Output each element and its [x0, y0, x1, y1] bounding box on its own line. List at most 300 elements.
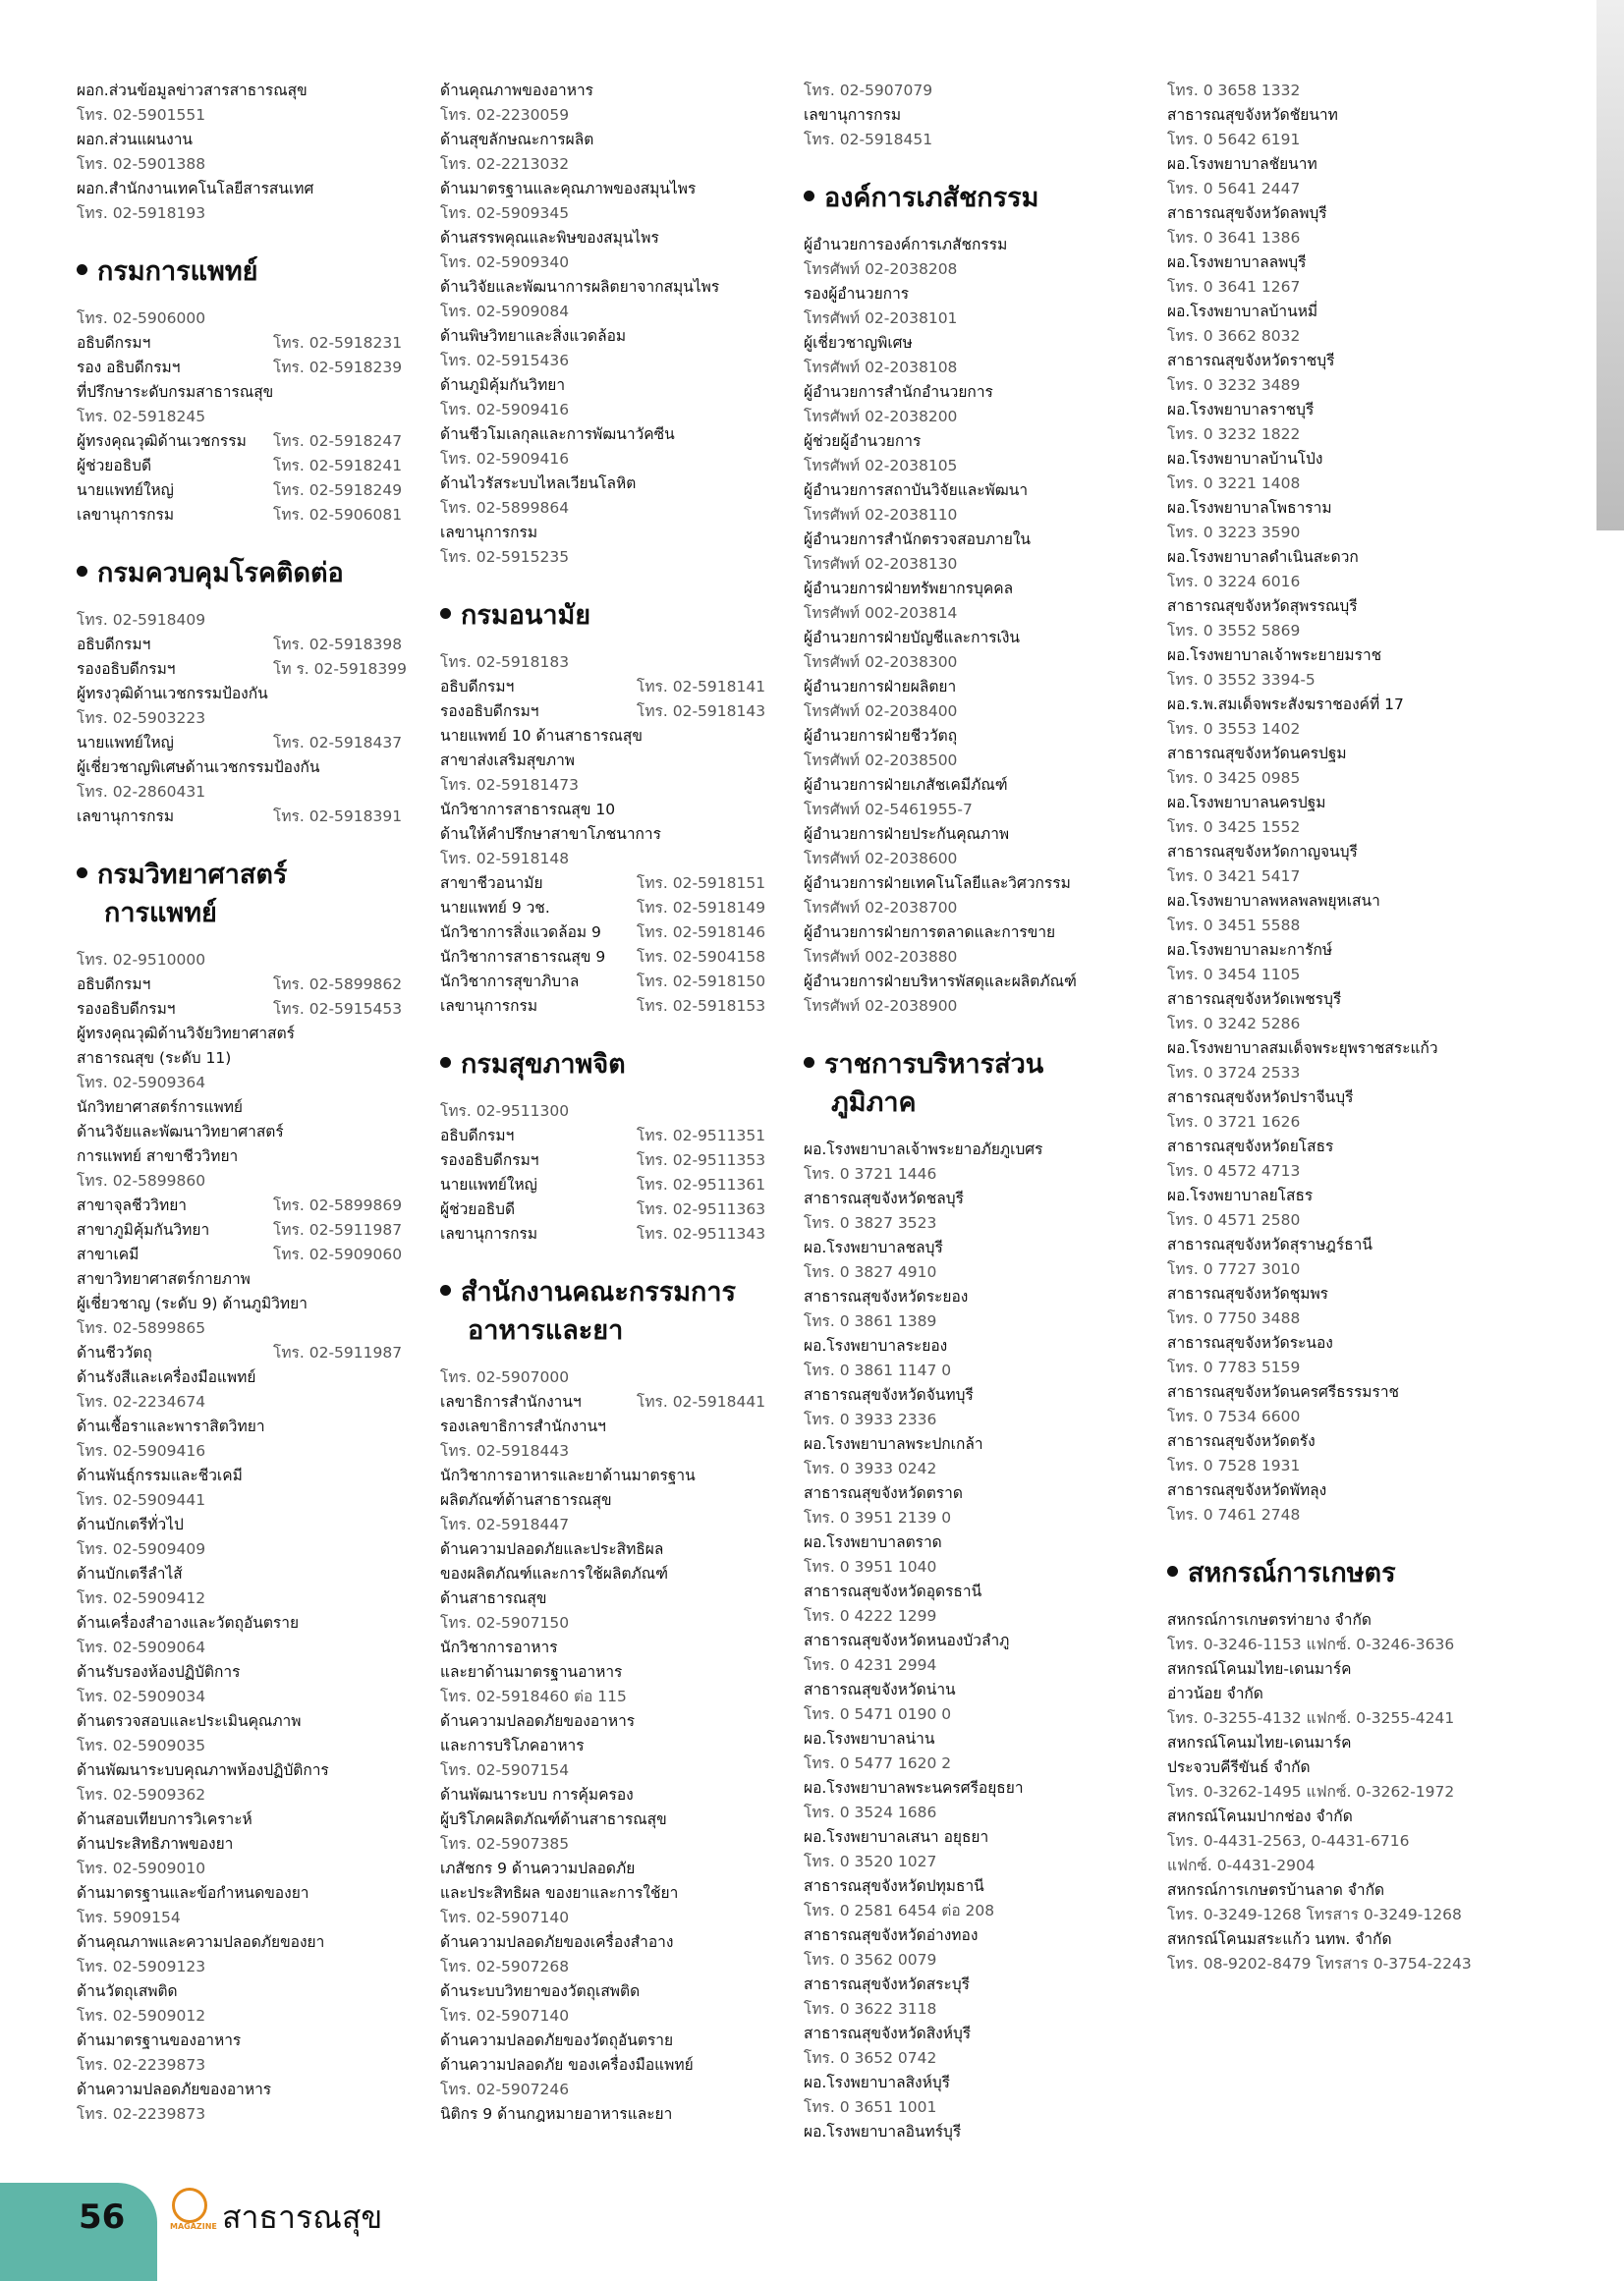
section-title: กรมการแพทย์ — [97, 256, 258, 287]
directory-entry — [804, 1874, 1138, 1899]
entry-name: ผอ.โรงพยาบาลสิงห์บุรี — [804, 2074, 950, 2091]
directory-entry — [440, 945, 774, 970]
entry-name: ผอ.โรงพยาบาลราชบุรี — [1167, 401, 1315, 418]
entry-name: ผู้เชี่ยวชาญพิเศษ — [804, 334, 913, 352]
entry-name: ผู้ช่วยอธิบดี — [440, 1200, 516, 1218]
bullet-icon — [440, 608, 451, 619]
directory-entry — [440, 1488, 774, 1513]
directory-entry — [440, 1222, 774, 1247]
entry-name: นักวิชาการสิ่งแวดล้อม 9 — [440, 923, 601, 941]
entry-name: สาธารณสุขจังหวัดระยอง — [804, 1288, 969, 1306]
directory-entry — [804, 724, 1138, 749]
phone-line: โทร. 02-5918460 ต่อ 115 — [440, 1688, 627, 1705]
entry-phone: โทร. 02-5918146 — [637, 923, 766, 941]
bullet-icon — [1167, 1566, 1178, 1577]
entry-name: ผู้ช่วยผู้อำนวยการ — [804, 432, 922, 450]
directory-entry — [804, 1923, 1138, 1948]
directory-entry — [1167, 398, 1491, 422]
phone-line: โทร. 0 3425 0985 — [1167, 769, 1301, 787]
bullet-icon — [440, 1285, 451, 1296]
phone-line: โทร. 0 3562 0079 — [804, 1951, 937, 1969]
directory-entry — [804, 1236, 1138, 1260]
entry-name: ผอ.โรงพยาบาลบ้านโป่ง — [1167, 450, 1323, 468]
entry-name: รองอธิบดีกรมฯ — [440, 1151, 539, 1169]
directory-entry — [440, 1660, 774, 1685]
directory-entry — [1167, 1682, 1491, 1706]
phone-line: โทร. 02-5909012 — [77, 2007, 206, 2025]
directory-entry — [77, 1218, 403, 1243]
phone-line: โทร. 02-5909409 — [77, 1540, 206, 1558]
phone-line: โทร. 0 3224 6016 — [1167, 573, 1301, 590]
phone-line: โทร. 0 3425 1552 — [1167, 818, 1301, 836]
directory-entry — [804, 970, 1138, 994]
directory-entry — [440, 1636, 774, 1660]
entry-name: ผู้อำนวยการสถาบันวิจัยและพัฒนา — [804, 481, 1029, 499]
phone-line: โทร. 02-2860431 — [77, 783, 206, 801]
entry-name: ผอ.โรงพยาบาลบ้านหมี่ — [1167, 303, 1318, 320]
directory-entry — [804, 1481, 1138, 1506]
entry-name: ผู้อำนวยการฝ่ายบริหารพัสดุและผลิตภัณฑ์ — [804, 973, 1077, 990]
phone-line: โทรศัพท์ 02-5461955-7 — [804, 801, 973, 818]
phone-line: โทร. 02-5907140 — [440, 2007, 570, 2025]
entry-name: ผู้อำนวยการองค์การเภสัชกรรม — [804, 236, 1008, 253]
directory-entry — [440, 472, 774, 496]
directory-entry — [440, 2029, 774, 2053]
entry-name: ผู้อำนวยการฝ่ายบัญชีและการเงิน — [804, 629, 1021, 646]
directory-entry — [804, 103, 1138, 128]
entry-phone: โทร. 02-5906081 — [273, 506, 403, 524]
entry-name: สาธารณสุขจังหวัดพัทลุง — [1167, 1481, 1327, 1499]
directory-entry — [77, 1930, 391, 1955]
phone-line: โทร. 0 7727 3010 — [1167, 1260, 1301, 1278]
phone-line: โทร. 02-9510000 — [77, 951, 206, 969]
entry-name: สาธารณสุขจังหวัดเพชรบุรี — [1167, 990, 1342, 1008]
directory-entry — [804, 1825, 1138, 1850]
directory-entry — [77, 1046, 391, 1071]
entry-name: รองอธิบดีกรมฯ — [77, 1000, 176, 1018]
entry-name: ผู้เชี่ยวชาญพิเศษด้านเวชกรรมป้องกัน — [77, 758, 320, 776]
entry-name: ผอ.โรงพยาบาลเจ้าพระยาอภัยภูเบศร — [804, 1140, 1043, 1158]
entry-name: เลขานุการกรม — [804, 106, 902, 124]
directory-entry — [1167, 152, 1491, 177]
entry-name: สาธารณสุขจังหวัดตรัง — [1167, 1432, 1316, 1450]
directory-entry — [77, 79, 391, 103]
phone-line: โทร. 02-5907079 — [804, 82, 933, 99]
entry-name: ผู้ทรงวุฒิด้านเวชกรรมป้องกัน — [77, 685, 268, 702]
directory-entry — [440, 1808, 774, 1832]
phone-line: โทร. 02-5918443 — [440, 1442, 570, 1460]
phone-line: โทร. 0 3651 1001 — [804, 2098, 937, 2116]
section-title: สำนักงานคณะกรรมการ — [461, 1277, 737, 1307]
directory-entry — [77, 657, 407, 682]
entry-name: อธิบดีกรมฯ — [77, 975, 151, 993]
entry-name: ผู้อำนวยการฝ่ายเภสัชเคมีภัณฑ์ — [804, 776, 1008, 794]
phone-line: โทร. 0 3223 3590 — [1167, 524, 1301, 541]
entry-name: สาธารณสุขจังหวัดสิงห์บุรี — [804, 2025, 972, 2042]
directory-entry — [804, 2071, 1138, 2095]
directory-entry — [804, 1187, 1138, 1211]
directory-entry — [804, 1432, 1138, 1457]
section-title: กรมควบคุมโรคติดต่อ — [97, 558, 344, 588]
entry-name: ผู้อำนวยการสำนักอำนวยการ — [804, 383, 993, 401]
entry-name: ด้านระบบวิทยาของวัตถุเสพติด — [440, 1982, 641, 2000]
entry-name: นายแพทย์ใหญ่ — [440, 1176, 537, 1194]
entry-name: ผอ.โรงพยาบาลชลบุรี — [804, 1239, 943, 1256]
entry-name: ผู้อำนวยการฝ่ายทรัพยากรบุคคล — [804, 580, 1014, 597]
entry-name: ประจวบคีรีขันธ์ จำกัด — [1167, 1758, 1311, 1776]
entry-name: สาธารณสุข (ระดับ 11) — [77, 1049, 232, 1067]
phone-line: โทร. 02-9511300 — [440, 1102, 570, 1120]
directory-entry — [77, 997, 403, 1022]
directory-entry — [804, 822, 1138, 847]
directory-entry — [1167, 693, 1491, 717]
directory-entry — [440, 749, 774, 773]
phone-line: โทร. 0 3622 3118 — [804, 2000, 937, 2018]
magazine-title: สาธารณสุข — [222, 2198, 383, 2236]
entry-name: ด้านมาตรฐานและข้อกำหนดของยา — [77, 1884, 309, 1902]
phone-line: โทร. 02-5918451 — [804, 131, 933, 148]
entry-name: ด้านความปลอดภัยของวัตถุอันตราย — [440, 2031, 674, 2049]
phone-line: โทร. 02-5909364 — [77, 1074, 206, 1091]
section-heading — [77, 856, 391, 932]
entry-name: ผู้ทรงคุณวุฒิด้านวิจัยวิทยาศาสตร์ — [77, 1025, 295, 1042]
directory-entry — [804, 577, 1138, 601]
section-title: กรมสุขภาพจิต — [461, 1049, 626, 1080]
entry-name: สหกรณ์โคนมไทย-เดนมาร์ค — [1167, 1660, 1352, 1678]
entry-phone: โทร. 02-5918441 — [637, 1393, 766, 1411]
phone-line: โทร. 02-5909412 — [77, 1589, 206, 1607]
directory-entry — [77, 380, 391, 405]
entry-name: ผู้อำนวยการฝ่ายชีววัตถุ — [804, 727, 958, 745]
entry-name: สาธารณสุขจังหวัดระนอง — [1167, 1334, 1333, 1352]
phone-line: โทร. 02-5909010 — [77, 1860, 206, 1877]
directory-entry — [1167, 742, 1491, 766]
entry-name: สหกรณ์การเกษตรท่ายาง จำกัด — [1167, 1611, 1372, 1629]
phone-line: โทร. 02-5909416 — [440, 401, 570, 418]
directory-entry — [77, 1341, 403, 1365]
entry-name: ผอ.โรงพยาบาลพระปกเกล้า — [804, 1435, 983, 1453]
section-title-line2: การแพทย์ — [104, 898, 217, 928]
entry-name: สาธารณสุขจังหวัดยโสธร — [1167, 1138, 1334, 1155]
entry-phone: โทร. 02-9511343 — [637, 1225, 766, 1243]
directory-entry — [1167, 1331, 1491, 1356]
phone-line: โทร. 02-5907154 — [440, 1761, 570, 1779]
entry-name: สาธารณสุขจังหวัดปทุมธานี — [804, 1877, 984, 1895]
phone-line: โทร. 0 3724 2533 — [1167, 1064, 1301, 1082]
phone-line: โทร. 0 3933 2336 — [804, 1411, 937, 1428]
entry-name: ผอ.โรงพยาบาลมะการักษ์ — [1167, 941, 1333, 959]
directory-entry — [804, 675, 1138, 699]
directory-entry — [804, 331, 1138, 356]
directory-entry — [77, 1194, 403, 1218]
entry-name: สหกรณ์การเกษตรบ้านลาด จำกัด — [1167, 1881, 1385, 1899]
column-1 — [77, 79, 407, 2127]
directory-entry — [77, 633, 403, 657]
directory-entry — [1167, 1608, 1491, 1633]
phone-line: โทร. 02-2234674 — [77, 1393, 206, 1411]
directory-entry — [804, 1580, 1138, 1604]
directory-entry — [440, 521, 774, 545]
section-heading — [77, 252, 391, 291]
directory-entry — [1167, 1085, 1491, 1110]
entry-name: สาธารณสุขจังหวัดตราด — [804, 1484, 963, 1502]
phone-line: โทรศัพท์ 02-2038700 — [804, 899, 958, 917]
phone-line: โทร. 0 3641 1386 — [1167, 229, 1301, 247]
entry-phone: โทร. 02-9511353 — [637, 1151, 766, 1169]
phone-line: โทรศัพท์ 02-2038105 — [804, 457, 958, 474]
phone-line: โทร. 0 3827 4910 — [804, 1263, 937, 1281]
directory-entry — [77, 1611, 391, 1636]
directory-entry — [804, 429, 1138, 454]
entry-name: นายแพทย์ใหญ่ — [77, 481, 174, 499]
directory-entry — [1167, 1036, 1491, 1061]
directory-entry — [440, 275, 774, 300]
entry-name: ด้านคุณภาพและความปลอดภัยของยา — [77, 1933, 325, 1951]
phone-line: โทร. 02-5901551 — [77, 106, 206, 124]
phone-line: โทร. 0 3520 1027 — [804, 1853, 937, 1870]
directory-entry — [1167, 889, 1491, 914]
directory-entry — [1167, 1755, 1491, 1780]
directory-entry — [1167, 496, 1491, 521]
phone-line: โทร. 5909154 — [77, 1909, 181, 1926]
phone-line: โทร. 0 7534 6600 — [1167, 1408, 1301, 1425]
entry-name: นายแพทย์ 9 วช. — [440, 899, 550, 917]
entry-name: สาธารณสุขจังหวัดกาญจนบุรี — [1167, 843, 1358, 861]
section-title: สหกรณ์การเกษตร — [1188, 1558, 1396, 1588]
entry-name: ด้านรับรองห้องปฏิบัติการ — [77, 1663, 241, 1681]
phone-line: โทร. 0 3721 1626 — [1167, 1113, 1301, 1131]
directory-entry — [77, 128, 391, 152]
phone-line: โทรศัพท์ 002-203814 — [804, 604, 958, 622]
phone-line: โทร. 0 4231 2994 — [804, 1656, 937, 1674]
directory-entry — [77, 1095, 391, 1120]
entry-phone: โทร. 02-5918249 — [273, 481, 403, 499]
phone-line: โทรศัพท์ 002-203880 — [804, 948, 958, 966]
directory-entry — [1167, 1927, 1491, 1952]
entry-name: ด้านรังสีและเครื่องมือแพทย์ — [77, 1368, 256, 1386]
directory-entry — [1167, 300, 1491, 324]
entry-name: ผอก.สำนักงานเทคโนโลยีสารสนเทศ — [77, 180, 314, 197]
entry-name: เลขานุการกรม — [77, 807, 175, 825]
entry-name: ผอ.โรงพยาบาลเจ้าพระยายมราช — [1167, 646, 1382, 664]
entry-name: และประสิทธิผล ของยาและการใช้ยา — [440, 1884, 679, 1902]
entry-name: ผอ.โรงพยาบาลพหลพลพยุหเสนา — [1167, 892, 1380, 910]
entry-phone: โทร. 02-5918247 — [273, 432, 403, 450]
page-number: 56 — [79, 2198, 126, 2237]
directory-entry — [440, 871, 774, 896]
directory-entry — [1167, 938, 1491, 963]
entry-name: ด้านเชื้อราและพาราสิตวิทยา — [77, 1418, 265, 1435]
entry-name: สาขาวิทยาศาสตร์กายภาพ — [77, 1270, 251, 1288]
entry-name: สาธารณสุขจังหวัดอุดรธานี — [804, 1583, 982, 1600]
entry-name: ผอ.โรงพยาบาลพระนครศรีอยุธยา — [804, 1779, 1024, 1797]
entry-name: สาธารณสุขจังหวัดชลบุรี — [804, 1190, 964, 1207]
phone-line: โทร. 0 3553 1402 — [1167, 720, 1301, 738]
directory-entry — [804, 1138, 1138, 1162]
directory-entry — [1167, 791, 1491, 815]
phone-line: โทร. 02-5909416 — [77, 1442, 206, 1460]
entry-phone: โทร. 02-5918153 — [637, 997, 766, 1015]
entry-name: นักวิชาการอาหารและยาด้านมาตรฐาน — [440, 1467, 696, 1484]
directory-entry — [1167, 1380, 1491, 1405]
entry-name: สาธารณสุขจังหวัดนครศรีธรรมราช — [1167, 1383, 1400, 1401]
directory-entry — [1167, 1878, 1491, 1903]
section-title: กรมวิทยาศาสตร์ — [97, 860, 288, 890]
entry-phone: โทร. 02-5918149 — [637, 899, 766, 917]
phone-line: โทร. 0 3242 5286 — [1167, 1015, 1301, 1032]
directory-entry — [804, 773, 1138, 798]
directory-entry — [440, 920, 774, 945]
entry-name: อธิบดีกรมฯ — [77, 334, 151, 352]
entry-phone: โทร. 02-5918143 — [637, 702, 766, 720]
entry-name: ผู้อำนวยการฝ่ายเทคโนโลยีและวิศวกรรม — [804, 874, 1071, 892]
phone-line: โทร. 0 7783 5159 — [1167, 1359, 1301, 1376]
directory-entry — [804, 1776, 1138, 1801]
directory-entry — [440, 1464, 774, 1488]
phone-line: โทร. 0 4571 2580 — [1167, 1211, 1301, 1229]
directory-entry — [1167, 1657, 1491, 1682]
entry-name: นักวิชาการสาธารณสุข 9 — [440, 948, 606, 966]
entry-name: ของผลิตภัณฑ์และการใช้ผลิตภัณฑ์ — [440, 1565, 669, 1583]
phone-line: โทร. 0 3552 3394-5 — [1167, 671, 1316, 689]
entry-name: ด้านความปลอดภัยและประสิทธิผล — [440, 1540, 664, 1558]
entry-phone: โทร. 02-5899869 — [273, 1196, 403, 1214]
entry-name: ด้านให้คำปรึกษาสาขาโภชนาการ — [440, 825, 661, 843]
entry-name: และการบริโภคอาหาร — [440, 1737, 585, 1754]
entry-name: ด้านภูมิคุ้มกันวิทยา — [440, 376, 566, 394]
entry-name: ผู้ทรงคุณวุฒิด้านเวชกรรม — [77, 432, 247, 450]
phone-line: โทร. 02-5915235 — [440, 548, 570, 566]
directory-entry — [440, 1197, 774, 1222]
entry-name: นายแพทย์ 10 ด้านสาธารณสุข — [440, 727, 643, 745]
phone-line: โทร. 0 3232 1822 — [1167, 425, 1301, 443]
directory-entry — [804, 380, 1138, 405]
directory-entry — [440, 699, 774, 724]
entry-name: ผอ.โรงพยาบาลชัยนาท — [1167, 155, 1317, 173]
directory-entry — [77, 1881, 391, 1906]
directory-entry — [77, 478, 403, 503]
phone-line: โทร. 02-5907246 — [440, 2081, 570, 2098]
phone-line: โทร. 0 3524 1686 — [804, 1804, 937, 1821]
section-heading — [440, 596, 774, 635]
directory-entry — [440, 373, 774, 398]
phone-line: โทร. 0 7528 1931 — [1167, 1457, 1301, 1474]
bullet-icon — [77, 264, 87, 275]
phone-line: โทร. 02-5901388 — [77, 155, 206, 173]
entry-phone: โทร. 02-5911987 — [273, 1221, 403, 1239]
directory-entry — [1167, 594, 1491, 619]
phone-line: แฟกซ์. 0-4431-2904 — [1167, 1857, 1316, 1874]
entry-name: ด้านไวรัสระบบไหลเวียนโลหิต — [440, 474, 637, 492]
entry-name: เลขานุการกรม — [440, 524, 538, 541]
phone-line: โทร. 02-5918183 — [440, 653, 570, 671]
entry-name: ผอ.โรงพยาบาลน่าน — [804, 1730, 935, 1748]
entry-phone: โทร. 02-5918141 — [637, 678, 766, 695]
entry-name: ด้านเครื่องสำอางและวัตถุอันตราย — [77, 1614, 300, 1632]
entry-phone: โทร. 02-5918150 — [637, 973, 766, 990]
phone-line: โทร. 02-2239873 — [77, 2056, 206, 2074]
directory-entry — [440, 1124, 774, 1148]
directory-entry — [77, 1808, 391, 1832]
section-title: องค์การเภสัชกรรม — [824, 183, 1039, 213]
phone-line: โทร. 02-59181473 — [440, 776, 579, 794]
bullet-icon — [440, 1057, 451, 1068]
entry-phone: โทร. 02-5915453 — [273, 1000, 403, 1018]
section-title-line2: อาหารและยา — [468, 1315, 624, 1346]
entry-name: ผลิตภัณฑ์ด้านสาธารณสุข — [440, 1491, 612, 1509]
directory-entry — [804, 2022, 1138, 2046]
phone-line: โทร. 0 3552 5869 — [1167, 622, 1301, 640]
entry-name: สาธารณสุขจังหวัดสุพรรณบุรี — [1167, 597, 1358, 615]
entry-name: ด้านความปลอดภัยของเครื่องสำอาง — [440, 1933, 674, 1951]
directory-entry — [77, 1415, 391, 1439]
directory-entry — [77, 1243, 403, 1267]
phone-line: โทร. 02-5909035 — [77, 1737, 206, 1754]
section-heading — [77, 554, 391, 592]
entry-name: ด้านสาธารณสุข — [440, 1589, 547, 1607]
entry-name: ผอ.โรงพยาบาลอินทร์บุรี — [804, 2123, 962, 2141]
directory-entry — [1167, 1731, 1491, 1755]
entry-name: ผอ.โรงพยาบาลดำเนินสะดวก — [1167, 548, 1359, 566]
directory-entry — [1167, 349, 1491, 373]
entry-name: สาธารณสุขจังหวัดราชบุรี — [1167, 352, 1335, 369]
phone-line: โทร. 02-5909340 — [440, 253, 570, 271]
phone-line: โทรศัพท์ 02-2038130 — [804, 555, 958, 573]
directory-entry — [77, 1758, 391, 1783]
directory-entry — [804, 1629, 1138, 1653]
entry-name: ผู้อำนวยการฝ่ายประกันคุณภาพ — [804, 825, 1010, 843]
entry-name: ผู้อำนวยการฝ่ายผลิตยา — [804, 678, 957, 695]
phone-line: โทร. 0 3933 0242 — [804, 1460, 937, 1477]
phone-line: โทร. 02-5907385 — [440, 1835, 570, 1853]
entry-phone: โทร. 02-5918241 — [273, 457, 403, 474]
phone-line: โทร. 08-9202-8479 โทรสาร 0-3754-2243 — [1167, 1955, 1472, 1973]
entry-name: รอง อธิบดีกรมฯ — [77, 359, 181, 376]
directory-entry — [77, 1562, 391, 1586]
phone-line: โทร. 0 2581 6454 ต่อ 208 — [804, 1902, 995, 1919]
entry-name: สาธารณสุขจังหวัดชัยนาท — [1167, 106, 1338, 124]
directory-entry — [440, 675, 774, 699]
directory-entry — [77, 1464, 391, 1488]
section-heading — [440, 1273, 774, 1350]
entry-phone: โทร. 02-5918437 — [273, 734, 403, 751]
directory-entry — [440, 798, 774, 822]
entry-phone: โทร. 02-5918398 — [273, 636, 403, 653]
directory-entry — [440, 994, 774, 1019]
phone-line: โทร. 02-5918447 — [440, 1516, 570, 1533]
entry-name: ผู้เชี่ยวชาญ (ระดับ 9) ด้านภูมิวิทยา — [77, 1295, 308, 1312]
directory-entry — [1167, 643, 1491, 668]
phone-line: โทร. 0 5477 1620 2 — [804, 1754, 952, 1772]
bullet-icon — [804, 1057, 814, 1068]
entry-name: สาขาส่งเสริมสุขภาพ — [440, 751, 575, 769]
directory-entry — [440, 1562, 774, 1586]
directory-entry — [804, 2120, 1138, 2144]
phone-line: โทร. 02-5909441 — [77, 1491, 206, 1509]
phone-line: โทร. 0 3421 5417 — [1167, 867, 1301, 885]
entry-name: รองอธิบดีกรมฯ — [77, 660, 176, 678]
entry-name: และยาด้านมาตรฐานอาหาร — [440, 1663, 623, 1681]
entry-name: ด้านความปลอดภัยของอาหาร — [440, 1712, 636, 1730]
phone-line: โทร. 0 3721 1446 — [804, 1165, 937, 1183]
entry-name: เลขานุการกรม — [440, 997, 538, 1015]
bullet-icon — [77, 566, 87, 577]
phone-line: โทร. 02-5907140 — [440, 1909, 570, 1926]
phone-line: โทรศัพท์ 02-2038200 — [804, 408, 958, 425]
phone-line: โทร. 02-5907000 — [440, 1368, 570, 1386]
phone-line: โทร. 0 4572 4713 — [1167, 1162, 1301, 1180]
directory-entry — [440, 1979, 774, 2004]
